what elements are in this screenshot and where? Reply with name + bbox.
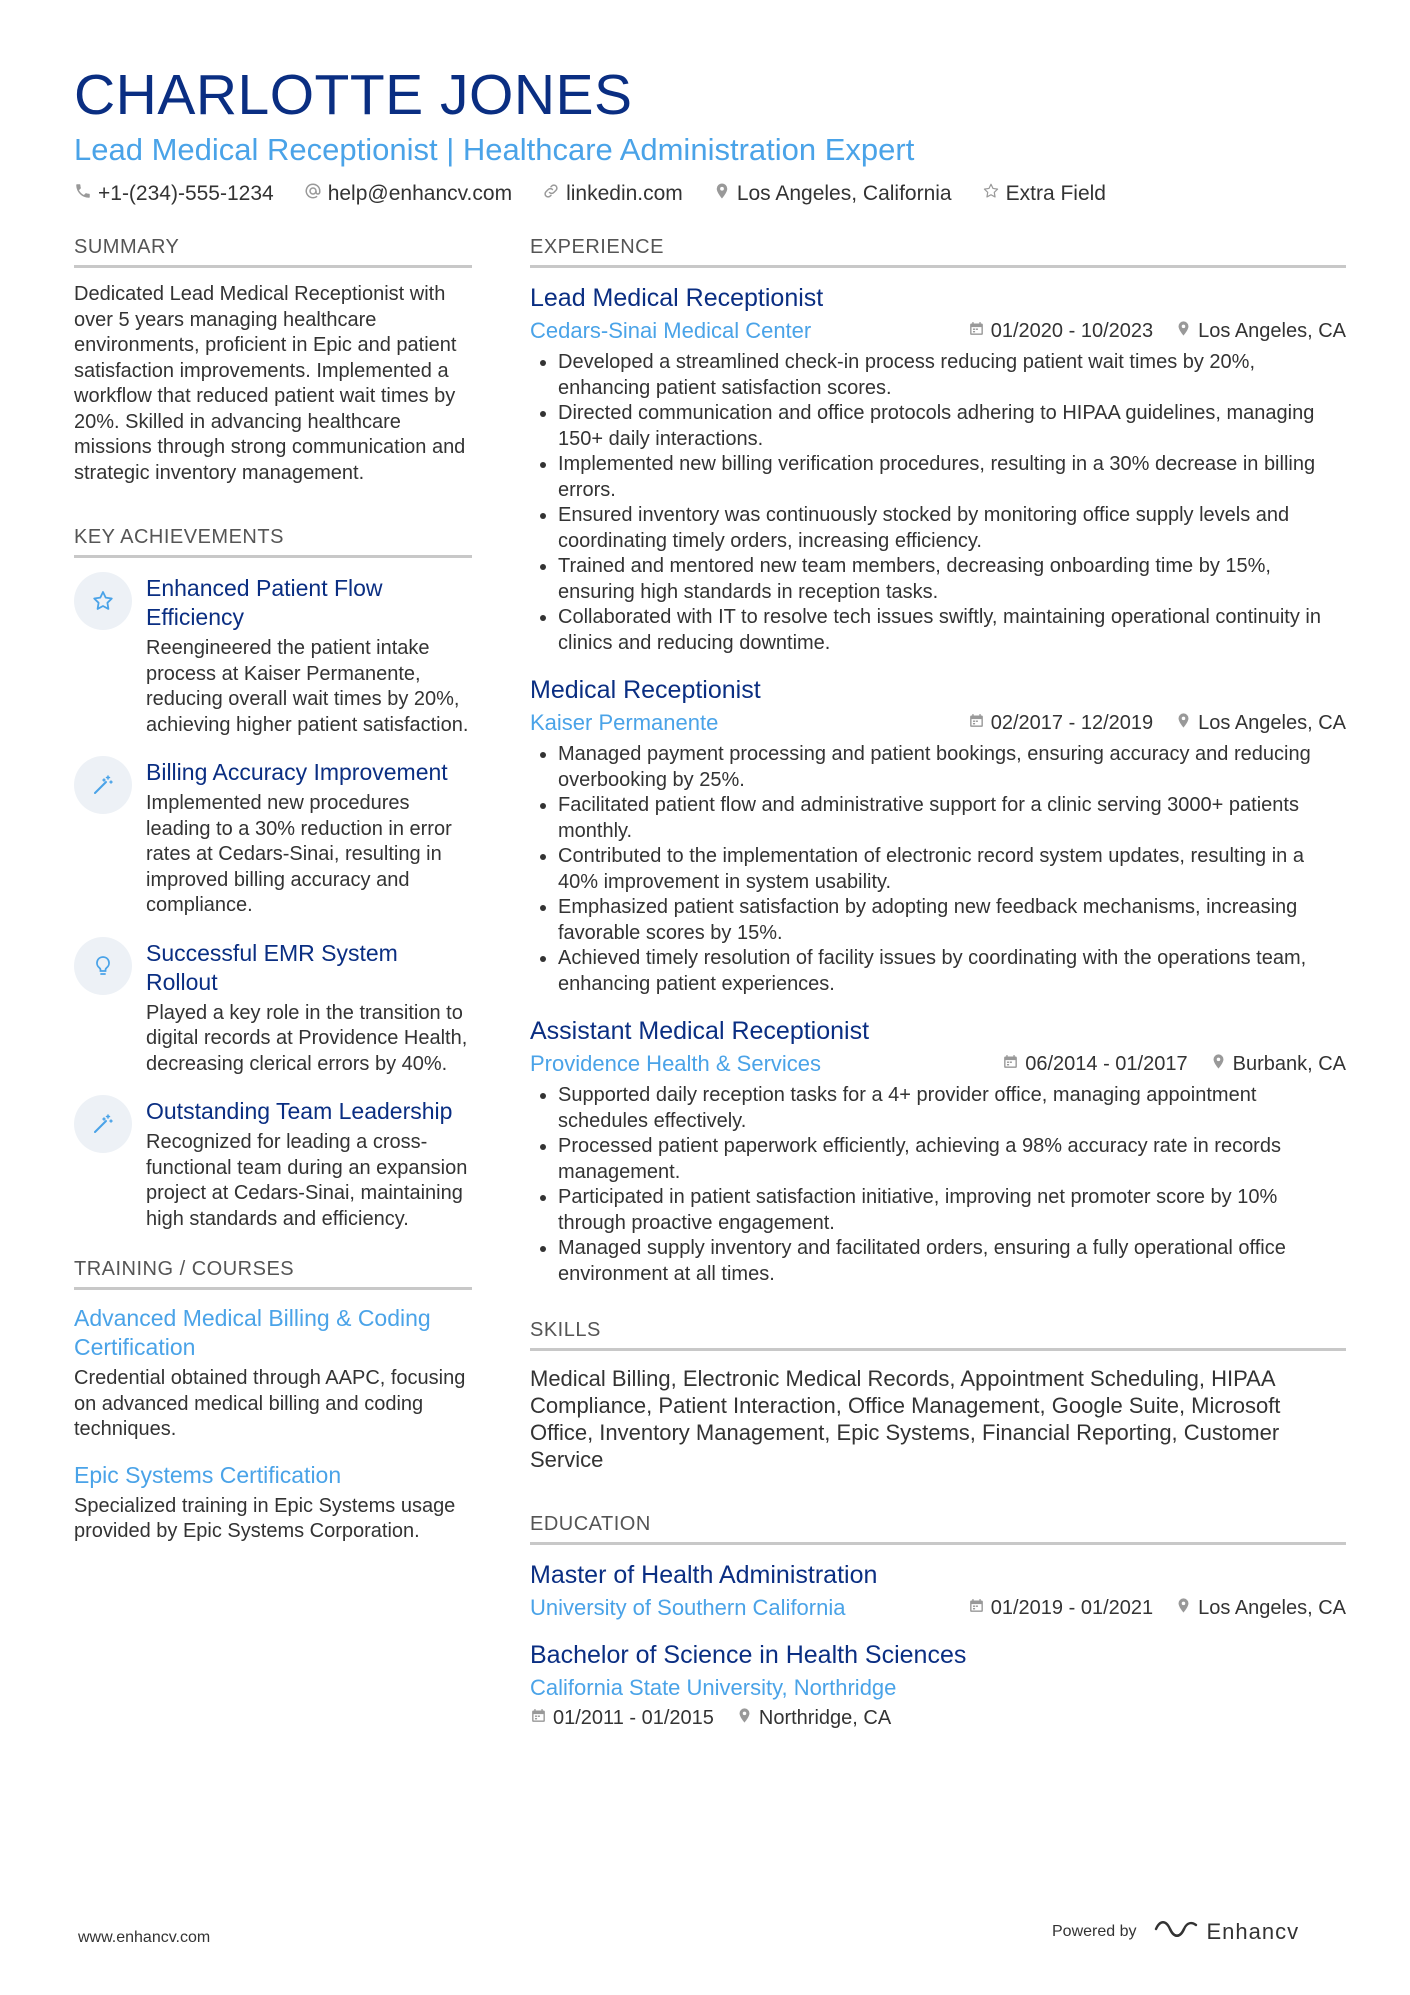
star-icon [74, 572, 132, 630]
contact-phone[interactable] [74, 182, 274, 206]
bullet-item: • Supported daily reception tasks for a 4+ provider office, managing appointment schedules effectively. [558, 1083, 1346, 1134]
location-text: Northridge, CA [758, 1707, 892, 1729]
location-pin-icon [1175, 712, 1192, 735]
skills-section [530, 1319, 1346, 1473]
dates-text: 01/2011 - 01/2015 [553, 1707, 714, 1729]
location-text: Los Angeles, California [736, 182, 952, 205]
school-name: University of Southern California [530, 1595, 846, 1620]
bullet-item: • Participated in patient satisfaction initiative, improving net promoter score by 10% through proactive engagement. [558, 1185, 1346, 1236]
summary-heading: SUMMARY [74, 236, 472, 268]
company-name: Providence Health & Services [530, 1051, 822, 1076]
right-column [530, 236, 1346, 1748]
achievements-section [74, 526, 472, 1232]
job-location [1175, 712, 1346, 735]
job-title: Lead Medical Receptionist [530, 284, 824, 312]
bullet-item: • Contributed to the implementation of electronic record system updates, resulting in a 40% improvement in system usability. [558, 844, 1346, 895]
magic-wand-icon [74, 1095, 132, 1153]
candidate-title: Lead Medical Receptionist | Healthcare Administration Expert [74, 132, 915, 167]
calendar-icon [968, 1597, 985, 1620]
bullet-item: • Ensured inventory was continuously stocked by monitoring office supply levels and coordinating timely orders, increasing efficiency. [558, 503, 1346, 554]
achievement-item [74, 1095, 472, 1232]
education-location [736, 1707, 891, 1730]
skills-text: Medical Billing, Electronic Medical Records, Appointment Scheduling, HIPAA Compliance, Patient Interaction, Office Management, Google Suite, Microsoft Office, Inventory Management, Epic Systems, Financial Reporting, Customer Service [530, 1366, 1281, 1472]
summary-section [74, 236, 472, 486]
company-name: Kaiser Permanente [530, 710, 719, 735]
achievement-desc: Reengineered the patient intake process at Kaiser Permanente, reducing overall wait times by 20%, achieving higher patient satisfaction. [146, 637, 469, 736]
footer-website[interactable]: www.enhancv.com [78, 1929, 211, 1946]
course-item [74, 1304, 472, 1443]
training-heading: TRAINING / COURSES [74, 1258, 472, 1290]
calendar-icon [968, 320, 985, 343]
education-section [530, 1513, 1346, 1730]
school-name: California State University, Northridge [530, 1675, 897, 1700]
contact-linkedin[interactable] [542, 182, 683, 206]
linkedin-text: linkedin.com [566, 182, 683, 205]
experience-section [530, 236, 1346, 1287]
enhancv-logo-icon [1153, 1917, 1199, 1947]
dates-text: 06/2014 - 01/2017 [1025, 1052, 1188, 1075]
education-location [1175, 1597, 1346, 1620]
star-outline-icon [982, 182, 1000, 206]
location-pin-icon [1175, 320, 1192, 343]
link-icon [542, 182, 560, 206]
job-location [1210, 1053, 1346, 1076]
course-item [74, 1461, 472, 1545]
course-title: Advanced Medical Billing & Coding Certification [74, 1305, 431, 1360]
bullet-item: • Emphasized patient satisfaction by adopting new feedback mechanisms, increasing favorable scores by 15%. [558, 895, 1346, 946]
dates-text: 01/2020 - 10/2023 [990, 319, 1154, 342]
bullet-item: • Managed supply inventory and facilitated orders, ensuring a fully operational office environment at all times. [558, 1236, 1346, 1287]
education-dates [968, 1597, 1153, 1620]
experience-heading: EXPERIENCE [530, 236, 1346, 268]
location-pin-icon [736, 1707, 753, 1730]
bullet-item: • Directed communication and office protocols adhering to HIPAA guidelines, managing 150+ daily interactions. [558, 401, 1346, 452]
calendar-icon [1002, 1053, 1019, 1076]
location-pin-icon [1210, 1053, 1227, 1076]
location-text: Los Angeles, CA [1198, 1596, 1346, 1619]
dates-text: 02/2017 - 12/2019 [990, 711, 1154, 734]
magic-wand-icon [74, 756, 132, 814]
education-dates [530, 1707, 714, 1730]
location-pin-icon [713, 182, 731, 206]
job-dates [1002, 1053, 1187, 1076]
bullet-item: • Facilitated patient flow and administrative support for a clinic serving 3000+ patients monthly. [558, 793, 1346, 844]
education-heading: EDUCATION [530, 1513, 1346, 1545]
phone-text: +1-(234)-555-1234 [98, 182, 274, 205]
achievement-title: Successful EMR System Rollout [146, 939, 398, 995]
bullet-item: • Implemented new billing verification procedures, resulting in a 30% decrease in billing errors. [558, 452, 1346, 503]
training-section [74, 1258, 472, 1545]
job-dates [968, 320, 1153, 343]
footer-branding [1052, 1917, 1299, 1947]
dates-text: 01/2019 - 01/2021 [990, 1596, 1154, 1619]
job-title: Assistant Medical Receptionist [530, 1017, 870, 1045]
summary-text: Dedicated Lead Medical Receptionist with over 5 years managing healthcare environments, proficient in Epic and patient satisfaction improvements. Implemented a workflow that reduced patient wait times by 20%. Skilled in advancing healthcare missions through strong communication and strategic inventory management. [74, 283, 466, 484]
achievement-desc: Recognized for leading a cross-functional team during an expansion project at Cedars-Sinai, maintaining high standards and efficiency. [146, 1131, 468, 1230]
course-desc: Credential obtained through AAPC, focusing on advanced medical billing and coding techniques. [74, 1367, 466, 1440]
education-entry [530, 1559, 1346, 1621]
job-dates [968, 712, 1153, 735]
degree-title: Master of Health Administration [530, 1561, 878, 1589]
enhancv-logo[interactable] [1153, 1917, 1300, 1947]
job-bullets [530, 350, 1346, 656]
lightbulb-icon [74, 937, 132, 995]
bullet-item: • Developed a streamlined check-in process reducing patient wait times by 20%, enhancing patient satisfaction scores. [558, 350, 1346, 401]
job-entry [530, 674, 1346, 997]
job-location [1175, 320, 1346, 343]
skills-heading: SKILLS [530, 1319, 1346, 1351]
achievement-title: Enhanced Patient Flow Efficiency [146, 575, 383, 630]
location-pin-icon [1175, 1597, 1192, 1620]
location-text: Los Angeles, CA [1198, 319, 1346, 342]
job-entry [530, 282, 1346, 656]
course-title: Epic Systems Certification [74, 1461, 342, 1488]
job-title: Medical Receptionist [530, 676, 761, 704]
powered-by-text: Powered by [1052, 1923, 1137, 1940]
phone-icon [74, 182, 92, 206]
extra-field-text: Extra Field [1005, 182, 1106, 205]
bullet-item: • Managed payment processing and patient bookings, ensuring accuracy and reducing overbooking by 25%. [558, 742, 1346, 793]
achievement-desc: Played a key role in the transition to digital records at Providence Health, decreasing clerical errors by 40%. [146, 1001, 468, 1075]
achievement-item [74, 937, 472, 1078]
candidate-name: CHARLOTTE JONES [74, 63, 633, 127]
bullet-item: • Trained and mentored new team members, decreasing onboarding time by 15%, ensuring high standards in reception tasks. [558, 554, 1346, 605]
achievement-title: Outstanding Team Leadership [146, 1098, 453, 1124]
bullet-item: • Processed patient paperwork efficiently, achieving a 98% accuracy rate in records management. [558, 1134, 1346, 1185]
achievement-item [74, 572, 472, 738]
achievement-desc: Implemented new procedures leading to a 30% reduction in error rates at Cedars-Sinai, resulting in improved billing accuracy and compliance. [146, 792, 452, 916]
job-bullets [530, 1083, 1346, 1287]
job-entry [530, 1015, 1346, 1287]
achievements-heading: KEY ACHIEVEMENTS [74, 526, 472, 558]
contact-email[interactable] [304, 182, 512, 206]
job-bullets [530, 742, 1346, 997]
achievement-title: Billing Accuracy Improvement [146, 759, 448, 785]
resume-header [74, 60, 1344, 206]
contact-extra [982, 182, 1106, 206]
degree-title: Bachelor of Science in Health Sciences [530, 1641, 967, 1669]
achievement-item [74, 756, 472, 919]
company-name: Cedars-Sinai Medical Center [530, 318, 812, 343]
calendar-icon [968, 712, 985, 735]
location-text: Burbank, CA [1232, 1052, 1346, 1075]
brand-name: Enhancv [1206, 1919, 1300, 1944]
course-desc: Specialized training in Epic Systems usage provided by Epic Systems Corporation. [74, 1494, 456, 1542]
contact-location [713, 182, 952, 206]
bullet-item: • Achieved timely resolution of facility issues by coordinating with the operations team, enhancing patient experiences. [558, 946, 1346, 997]
education-entry [530, 1639, 1346, 1730]
calendar-icon [530, 1707, 547, 1730]
bullet-item: • Collaborated with IT to resolve tech issues swiftly, maintaining operational continuity in clinics and reducing downtime. [558, 605, 1346, 656]
email-text: help@enhancv.com [327, 182, 513, 205]
location-text: Los Angeles, CA [1198, 711, 1346, 734]
left-column [74, 236, 472, 1563]
at-icon [304, 182, 322, 206]
contact-bar [74, 182, 1344, 206]
